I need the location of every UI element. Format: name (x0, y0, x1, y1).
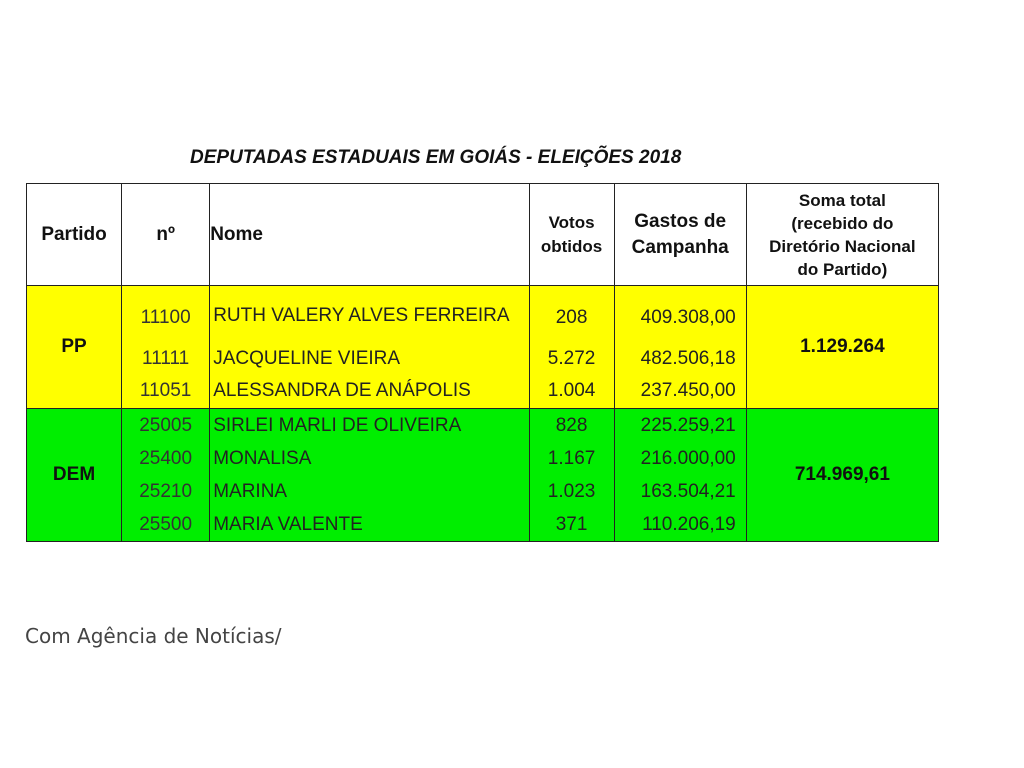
candidate-spending: 409.308,00 (614, 286, 746, 343)
header-numero: nº (122, 184, 210, 286)
candidate-number: 25400 (122, 443, 210, 476)
candidate-spending: 482.506,18 (614, 343, 746, 375)
candidate-name: MARINA (210, 476, 529, 509)
candidate-number: 11100 (122, 286, 210, 343)
candidate-votes: 5.272 (529, 343, 614, 375)
header-gastos (614, 184, 746, 286)
candidate-spending: 216.000,00 (614, 443, 746, 476)
header-gastos-line2: Campanha (631, 236, 729, 258)
candidate-votes: 1.004 (529, 375, 614, 409)
header-soma-line2: (recebido do (791, 213, 894, 233)
candidate-number: 25210 (122, 476, 210, 509)
table-row (27, 409, 939, 443)
header-gastos-line1: Gastos de (634, 210, 727, 232)
candidate-name: JACQUELINE VIEIRA (210, 343, 529, 375)
header-soma-line4: do Partido) (797, 259, 888, 279)
candidate-votes: 371 (529, 509, 614, 542)
candidate-spending: 163.504,21 (614, 476, 746, 509)
candidate-votes: 1.167 (529, 443, 614, 476)
party-group-dem (27, 409, 939, 542)
candidate-name: RUTH VALERY ALVES FERREIRA (210, 286, 529, 343)
candidate-name: SIRLEI MARLI DE OLIVEIRA (210, 409, 529, 443)
results-table (26, 183, 939, 542)
header-votos-line2: obtidos (540, 236, 603, 256)
table-title: DEPUTADAS ESTADUAIS EM GOIÁS - ELEIÇÕES 2018 (190, 147, 682, 168)
header-votos (529, 184, 614, 286)
source-credit: Com Agência de Notícias/ (25, 624, 282, 648)
party-total-cell: 714.969,61 (746, 409, 938, 542)
candidate-name: ALESSANDRA DE ANÁPOLIS (210, 375, 529, 409)
header-soma-line3: Diretório Nacional (769, 236, 916, 256)
candidate-number: 25500 (122, 509, 210, 542)
header-soma-line1: Soma total (798, 190, 886, 210)
candidate-spending: 225.259,21 (614, 409, 746, 443)
party-name-cell: PP (27, 286, 122, 409)
table-header-row (27, 184, 939, 286)
party-total-cell: 1.129.264 (746, 286, 938, 409)
candidate-votes: 208 (529, 286, 614, 343)
table-row (27, 286, 939, 343)
header-votos-line1: Votos (548, 212, 595, 232)
header-partido: Partido (27, 184, 122, 286)
header-nome: Nome (210, 184, 529, 286)
candidate-name: MARIA VALENTE (210, 509, 529, 542)
candidate-votes: 1.023 (529, 476, 614, 509)
candidate-number: 11111 (122, 343, 210, 375)
candidate-number: 25005 (122, 409, 210, 443)
candidate-spending: 237.450,00 (614, 375, 746, 409)
candidate-number: 11051 (122, 375, 210, 409)
party-group-pp (27, 286, 939, 409)
party-name-cell: DEM (27, 409, 122, 542)
candidate-spending: 110.206,19 (614, 509, 746, 542)
header-soma-total (746, 184, 938, 286)
candidate-name: MONALISA (210, 443, 529, 476)
candidate-votes: 828 (529, 409, 614, 443)
